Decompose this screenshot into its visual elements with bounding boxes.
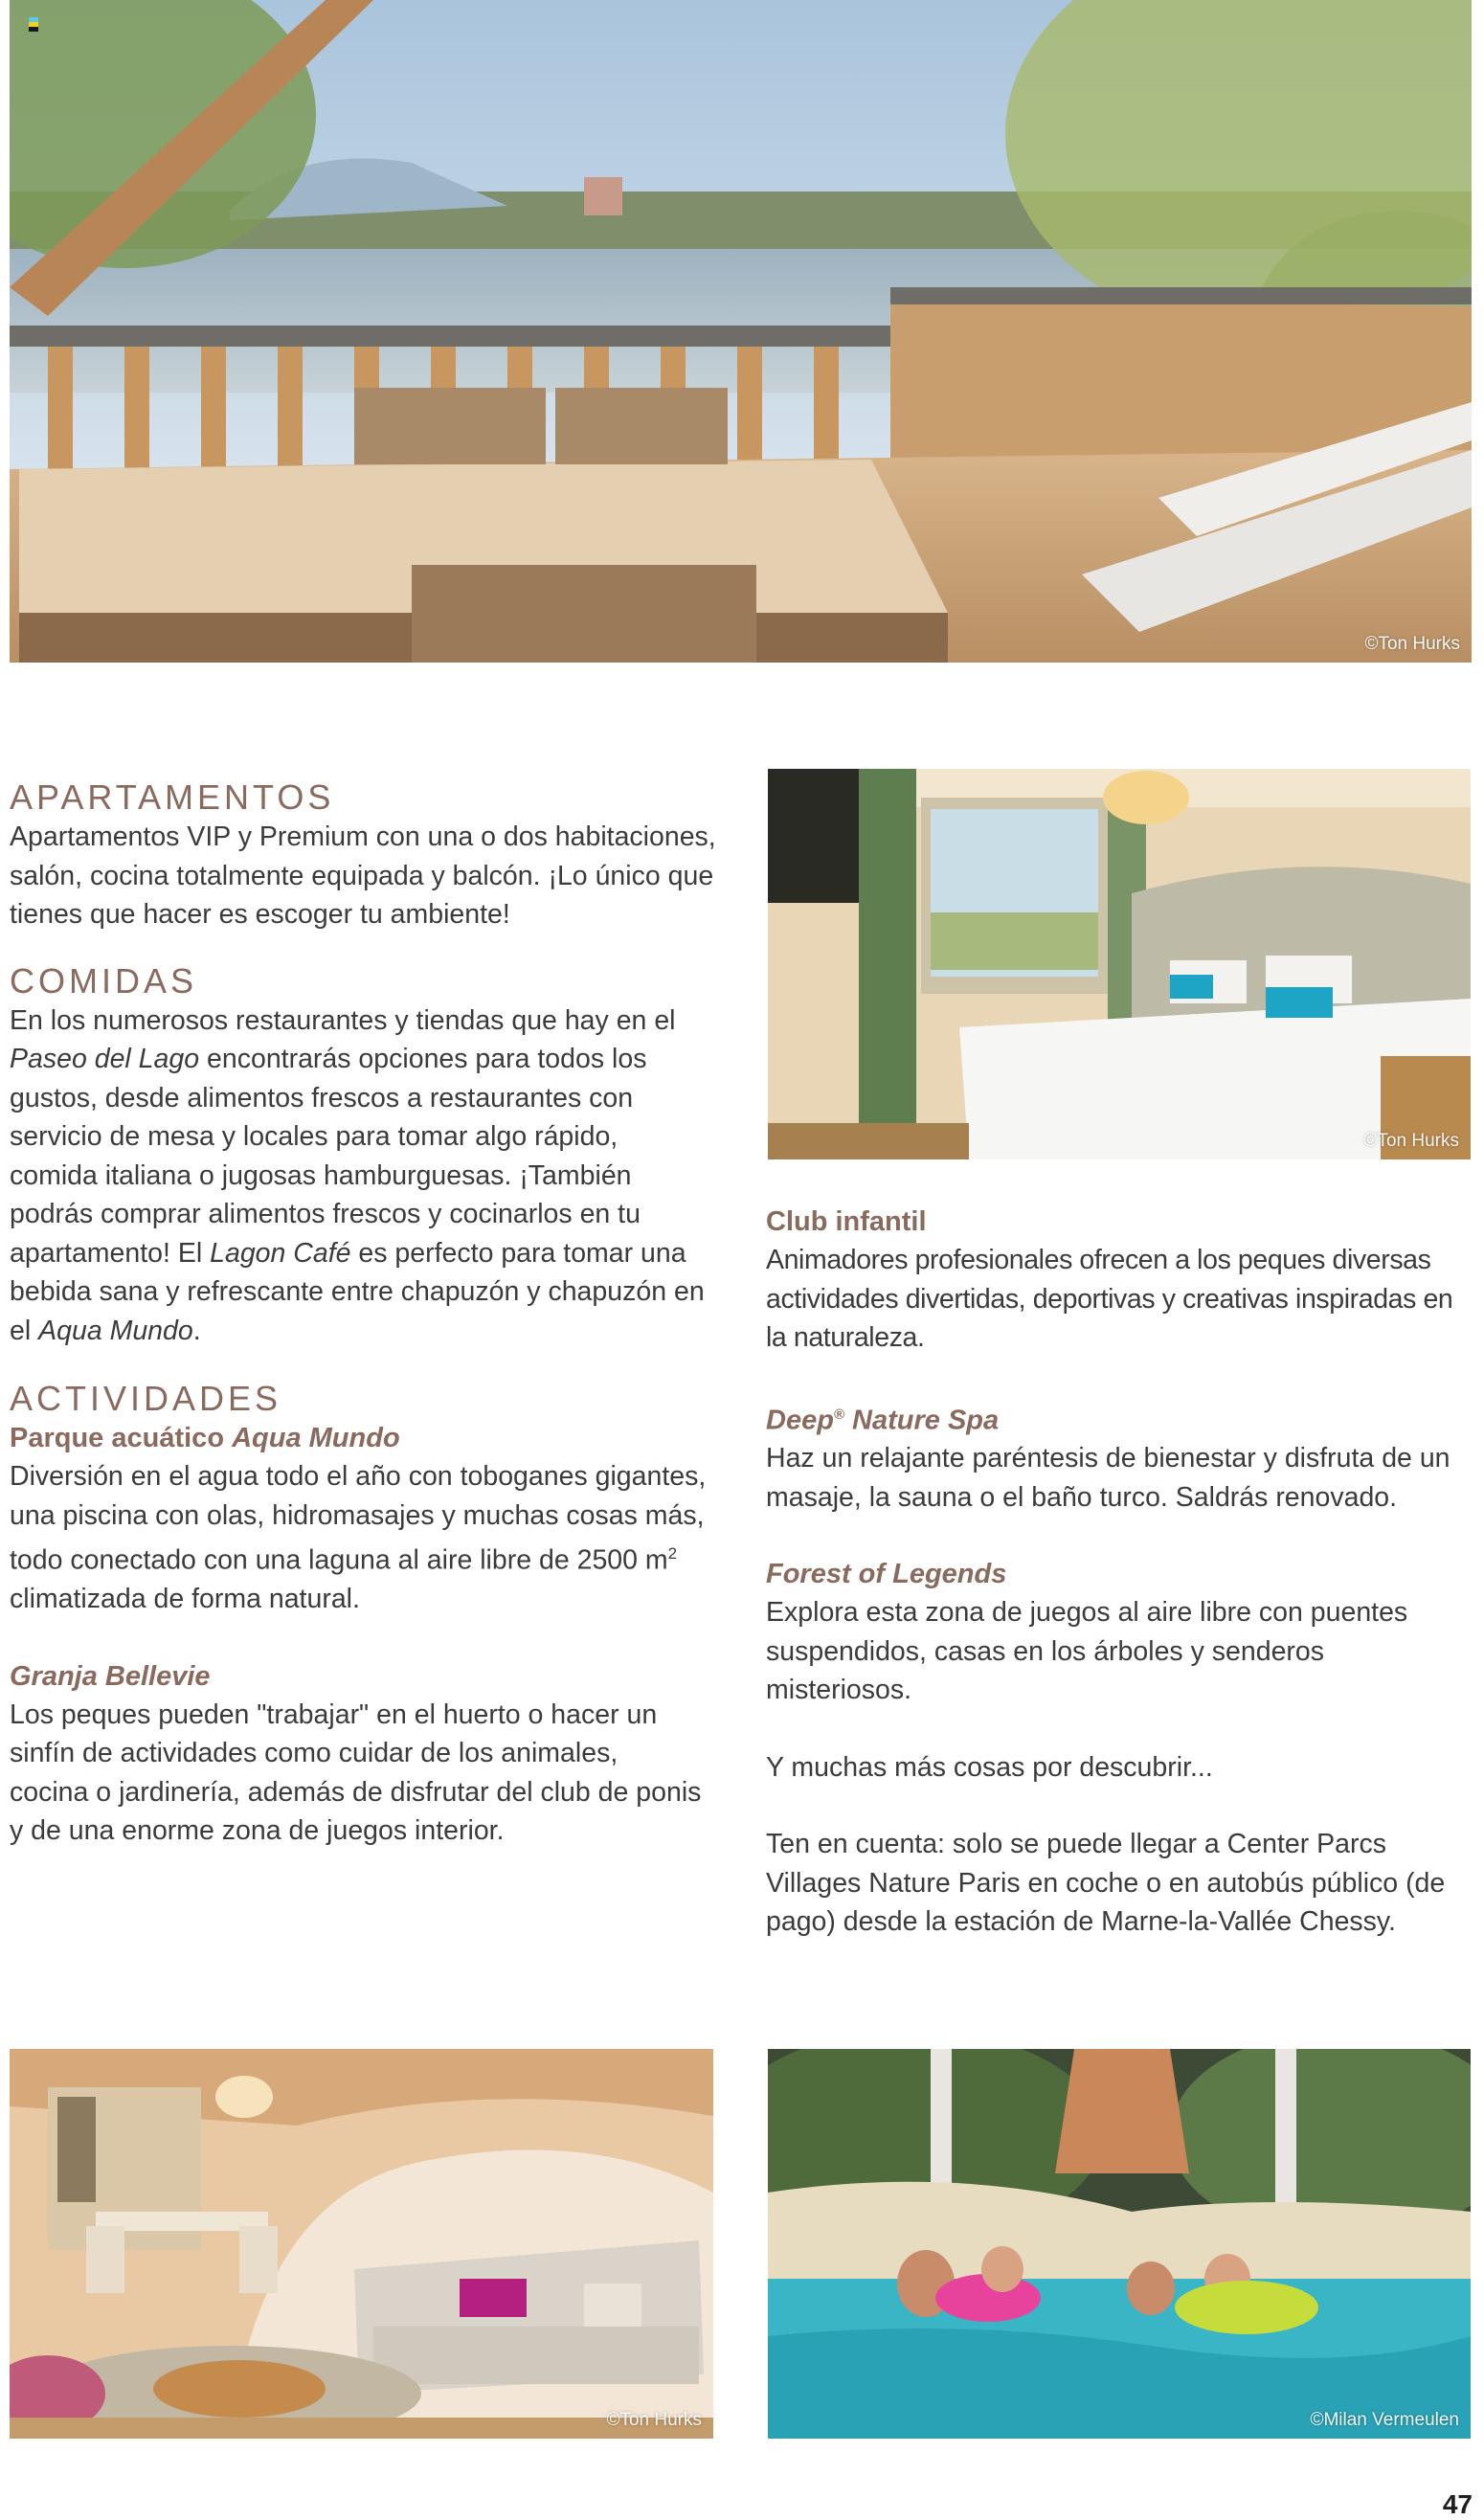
living-room-photo — [10, 2049, 713, 2439]
access-note-text: Ten en cuenta: solo se puede llegar a Center Parcs Villages Nature Paris en coche o en autobús público (de pago) desde la estación de Marne-la-Vallée Chessy. — [766, 1829, 1446, 1938]
square-meter-superscript: 2 — [667, 1544, 678, 1563]
terrace-lake-photo — [10, 0, 1472, 663]
paseo-del-lago-text: Paseo del Lago — [10, 1044, 200, 1074]
apartamentos-body: Apartamentos VIP y Premium con una o dos habitaciones, salón, cocina totalmente equipada y balcón. ¡Lo único que tienes que hacer es escoger tu ambiente! — [10, 821, 716, 930]
section-title-comidas: COMIDAS — [10, 960, 198, 1001]
pool-illustration — [768, 2049, 1471, 2439]
photo-credit: ©Ton Hurks — [1363, 1131, 1459, 1151]
granja-body: Los peques pueden "trabajar" en el huerto o hacer un sinfín de actividades como cuidar de los animales, cocina o jardinería, además de disfrutar del club de ponis y de una enorme zona de juegos interior. — [10, 1699, 702, 1846]
spa-block — [766, 1396, 1474, 1518]
comidas-text-2: encontrarás opciones para todos los gustos, desde alimentos frescos a restaurantes con servicio de mesa y locales para tomar algo rápido, comida italiana o jugosas hamburguesas. ¡También podrás comprar alimentos frescos y cocinarlos en tu apartamento! El — [10, 1044, 647, 1269]
comidas-body — [10, 1001, 708, 1351]
aqua-mundo-title-italic: Aqua Mundo — [232, 1423, 400, 1453]
comidas-text-1: En los numerosos restaurantes y tiendas que hay en el — [10, 1004, 676, 1036]
aqua-mundo-body-text-end: climatizada de forma natural. — [10, 1584, 360, 1614]
club-infantil-title: Club infantil — [766, 1206, 927, 1237]
club-infantil-block — [766, 1203, 1474, 1358]
section-comidas — [10, 961, 737, 1351]
aqua-mundo-body-text: Diversión en el agua todo el año con toboganes gigantes, una piscina con olas, hidromasajes y muchas cosas más, todo conectado con una laguna al aire libre de 2500 m — [10, 1461, 707, 1576]
photo-credit: ©Ton Hurks — [1364, 634, 1460, 654]
section-title-actividades: ACTIVIDADES — [10, 1379, 282, 1418]
right-column — [766, 1203, 1474, 1942]
terrace-illustration — [10, 0, 1472, 663]
spa-title-rest: Nature Spa — [843, 1405, 1000, 1436]
bedroom-illustration — [768, 769, 1471, 1159]
living-room-illustration — [10, 2049, 713, 2439]
forest-body: Explora esta zona de juegos al aire libre con puentes suspendidos, casas en los árboles y senderos misteriosos. — [766, 1597, 1408, 1706]
club-infantil-body: Animadores profesionales ofrecen a los peques diversas actividades divertidas, deportivas y creativas inspiradas en la naturaleza. — [766, 1245, 1453, 1353]
more-to-discover-text: Y muchas más cosas por descubrir... — [766, 1751, 1213, 1783]
lagon-cafe-text: Lagon Café — [210, 1237, 351, 1269]
bedroom-photo — [768, 769, 1471, 1159]
spa-body: Haz un relajante paréntesis de bienestar y disfruta de un masaje, la sauna o el baño turco. Saldrás renovado. — [766, 1443, 1450, 1513]
section-apartamentos — [10, 777, 737, 934]
photo-credit: ©Ton Hurks — [606, 2410, 702, 2430]
aqua-mundo-text: Aqua Mundo — [38, 1315, 193, 1346]
left-column — [10, 777, 737, 1851]
aqua-mundo-title — [10, 1419, 737, 1457]
granja-title: Granja Bellevie — [10, 1660, 211, 1692]
granja-block — [10, 1657, 737, 1851]
comidas-text-4: . — [192, 1315, 201, 1346]
section-actividades — [10, 1379, 737, 1851]
comidas-text-3: es perfecto para tomar una bebida sana y refrescante entre chapuzón y chapuzón en el — [10, 1237, 705, 1346]
spa-title — [766, 1396, 1474, 1440]
aqua-mundo-title-plain: Parque acuático — [10, 1423, 233, 1453]
pool-photo — [768, 2049, 1471, 2439]
calibration-black — [29, 27, 38, 32]
forest-block — [766, 1555, 1474, 1710]
color-calibration-bar — [29, 17, 38, 32]
photo-credit: ©Milan Vermeulen — [1310, 2410, 1459, 2430]
section-title-apartamentos: APARTAMENTOS — [10, 777, 335, 817]
aqua-mundo-body — [10, 1457, 718, 1619]
page-number: 47 — [1442, 2489, 1473, 2519]
forest-title: Forest of Legends — [766, 1559, 1007, 1590]
spa-title-deep: Deep — [766, 1405, 834, 1436]
registered-mark: ® — [833, 1406, 844, 1423]
